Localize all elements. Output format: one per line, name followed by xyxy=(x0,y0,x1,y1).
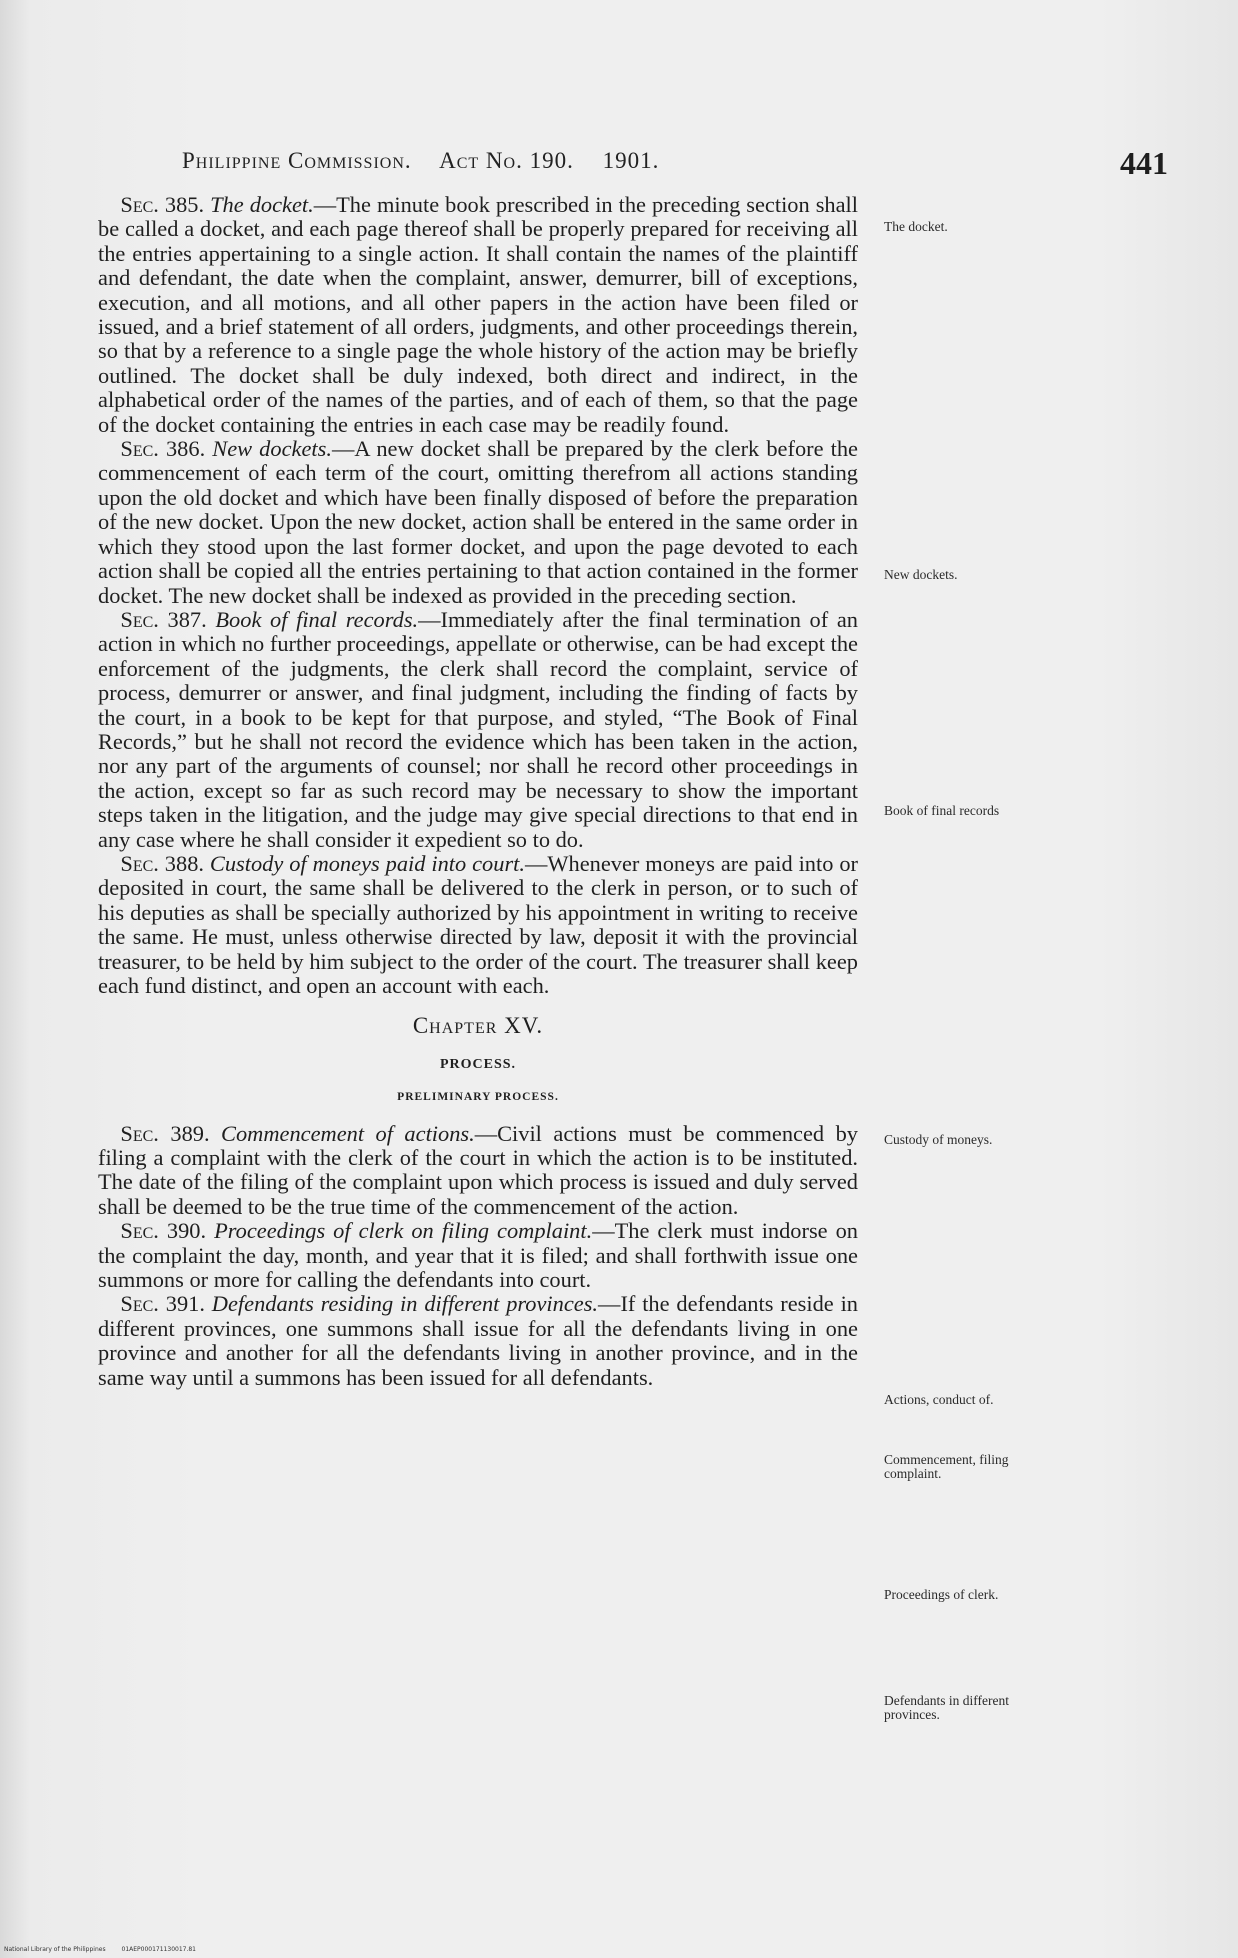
marginal-note: Commencement, filing complaint. xyxy=(884,1452,1009,1481)
section-386: Sec. 386. New dockets.—A new docket shall be prepared by the clerk before the commencement of each term of the court, omitting therefrom all actions standing upon the old docket and which have been finally disposed of before the preparation of the new docket. Upon the new docket, action shall be entered in the same order in which they stood upon the last former docket, and upon the page devoted to each action shall be copied all the entries pertaining to that action contained in the former docket. The new docket shall be indexed as provided in the preceding section. xyxy=(98,436,858,608)
marginal-note: The docket. xyxy=(884,219,948,234)
footer-code: 01AEP000171130017.81 xyxy=(121,1946,196,1953)
page-number: 441 xyxy=(1120,145,1168,181)
marginal-note: Actions, conduct of. xyxy=(884,1392,994,1407)
marginal-note: Defendants in different provinces. xyxy=(884,1693,1009,1722)
section-385: Sec. 385. The docket.—The minute book prescribed in the preceding section shall be called a docket, and each page thereof shall be properly prepared for receiving all the entries appertaining to a single action. It shall contain the names of the plaintiff and defendant, the date when the complaint, answer, demurrer, bill of exceptions, execution, and all motions, and all other papers in the action have been filed or issued, and a brief statement of all orders, judgments, and other proceedings therein, so that by a reference to a single page the whole history of the action may be briefly outlined. The docket shall be duly indexed, both direct and indirect, in the alphabetical order of the names of the parties, and of each of them, so that the page of the docket containing the entries in each case may be readily found. xyxy=(98,192,858,437)
section-388: Sec. 388. Custody of moneys paid into court.—Whenever moneys are paid into or deposited in court, the same shall be delivered to the clerk in person, or to such of his deputies as shall be specially authorized by his appointment in writing to receive the same. He must, unless otherwise directed by law, deposit it with the provincial treasurer, to be held by him subject to the order of the court. The treasurer shall keep each fund distinct, and open an account with each. xyxy=(98,850,858,998)
header-act: Act No. 190. xyxy=(439,148,574,173)
section-391: Sec. 391. Defendants residing in different provinces.—If the defendants reside in different provinces, one summons shall issue for all the defendants living in one province and another for all the defendants living in another province, and in the same way until a summons has been issued for all defendants. xyxy=(98,1291,858,1390)
section-389: Sec. 389. Commencement of actions.—Civil actions must be commenced by filing a complaint with the clerk of the court in which the action is to be instituted. The date of the filing of the complaint upon which process is issued and duly served shall be deemed to be the true time of the commencement of the action. xyxy=(98,1120,858,1219)
marginal-note: New dockets. xyxy=(884,567,958,582)
body-text xyxy=(98,193,858,1390)
marginal-note: Custody of moneys. xyxy=(884,1132,993,1147)
chapter-title: Chapter XV. xyxy=(412,1013,544,1039)
scan-footer xyxy=(4,1946,210,1953)
header-year: 1901. xyxy=(602,148,660,173)
chapter-subheading: PRELIMINARY PROCESS. xyxy=(397,1091,559,1104)
header-commission: Philippine Commission. xyxy=(182,148,412,173)
footer-source: National Library of the Philippines xyxy=(4,1946,106,1953)
section-387: Sec. 387. Book of final records.—Immediately after the final termination of an action in which no further proceedings, appellate or otherwise, can be had except the enforcement of the judgments, the clerk shall record the complaint, service of process, demurrer or answer, and final judgment, including the finding of facts by the court, in a book to be kept for that purpose, and styled, “The Book of Final Records,” but he shall not record the evidence which has been taken in the action, nor any part of the arguments of counsel; nor shall he record other proceedings in the action, except so far as such record may be necessary to show the important steps taken in the litigation, and the judge may give special directions to that end in any case where he shall consider it expedient so to do. xyxy=(98,606,858,852)
chapter-heading: PROCESS. xyxy=(439,1056,517,1072)
marginal-note: Proceedings of clerk. xyxy=(884,1587,999,1602)
section-390: Sec. 390. Proceedings of clerk on filing complaint.—The clerk must indorse on the complaint the day, month, and year that it is filed; and shall forthwith issue one summons or more for calling the defendants into court. xyxy=(98,1218,858,1293)
running-header xyxy=(182,148,681,174)
marginal-note: Book of final records xyxy=(884,803,1000,818)
